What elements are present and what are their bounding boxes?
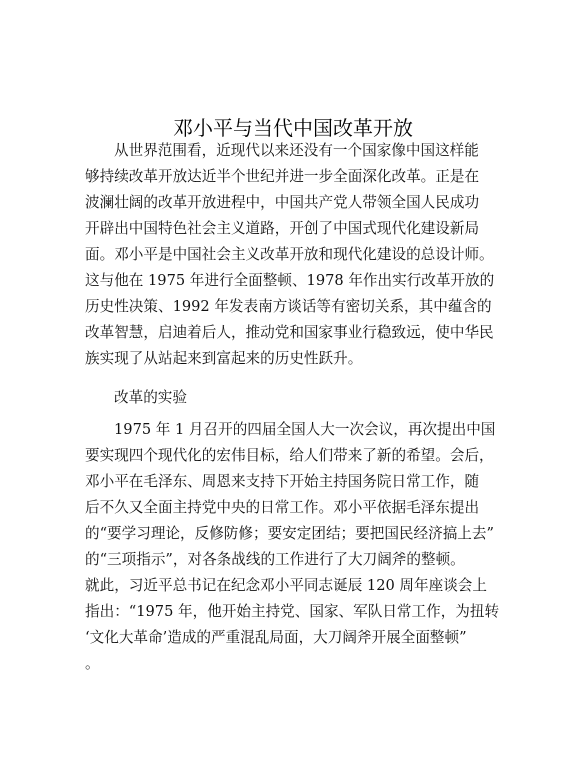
paragraph-line: 这与他在 1975 年进行全面整顿、1978 年作出实行改革开放的: [85, 272, 495, 289]
document-title: 邓小平与当代中国改革开放: [173, 116, 413, 141]
paragraph-line: 够持续改革开放达近半个世纪并进一步全面深化改革。正是在: [85, 168, 480, 185]
paragraph-line: 面。邓小平是中国社会主义改革开放和现代化建设的总设计师。: [85, 246, 494, 263]
paragraph-line: 的“三项指示”，对各条战线的工作进行了大刀阔斧的整顿。: [85, 551, 465, 568]
paragraph-line: 波澜壮阔的改革开放进程中，中国共产党人带领全国人民成功: [85, 194, 480, 211]
paragraph-line: 的“要学习理论，反修防修；要安定团结；要把国民经济搞上去”: [85, 525, 494, 542]
paragraph-line: 。: [85, 655, 100, 672]
paragraph-line: 后不久又全面主持党中央的日常工作。邓小平依据毛泽东提出: [85, 499, 480, 516]
paragraph-line: 指出：“1975 年，他开始主持党、国家、军队日常工作，为扭转: [85, 603, 500, 620]
paragraph-line: 历史性决策、1992 年发表南方谈话等有密切关系，其中蕴含的: [85, 298, 492, 315]
paragraph-reform: [85, 417, 505, 677]
paragraph-line: 开辟出中国特色社会主义道路，开创了中国式现代化建设新局: [85, 220, 480, 237]
paragraph-line: 要实现四个现代化的宏伟目标，给人们带来了新的希望。会后，: [85, 447, 494, 464]
paragraph-line: 改革智慧，启迪着后人，推动党和国家事业行稳致远，使中华民: [85, 324, 494, 341]
paragraph-line: 族实现了从站起来到富起来的历史性跃升。: [85, 350, 363, 367]
section-heading: 改革的实验: [114, 389, 187, 406]
paragraph-line: 就此，习近平总书记在纪念邓小平同志诞辰 120 周年座谈会上: [85, 577, 487, 594]
paragraph-line: ‘文化大革命’造成的严重混乱局面，大刀阔斧开展全面整顿”: [85, 629, 467, 646]
paragraph-line: 1975 年 1 月召开的四届全国人大一次会议，再次提出中国: [114, 421, 496, 438]
paragraph-line: 从世界范围看，近现代以来还没有一个国家像中国这样能: [114, 142, 479, 159]
paragraph-intro: [85, 138, 505, 372]
paragraph-line: 邓小平在毛泽东、周恩来支持下开始主持国务院日常工作，随: [85, 473, 480, 490]
section-heading-block: [85, 385, 505, 411]
